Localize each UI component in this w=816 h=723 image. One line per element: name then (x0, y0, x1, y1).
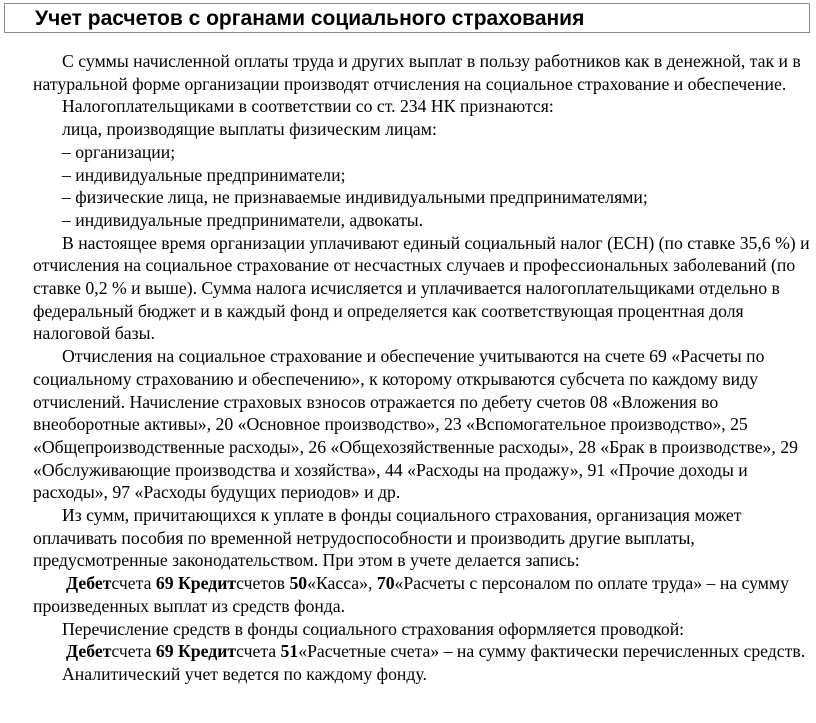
account-number: 51 (280, 641, 299, 662)
account-number: 70 (376, 573, 395, 594)
debet-label: Дебет (66, 641, 112, 662)
posting-text: счета (111, 573, 156, 594)
paragraph-persons: лица, производящие выплаты физическим лицам: (62, 119, 437, 140)
list-item: – физические лица, не признаваемые индивидуальными предпринимателями; (62, 187, 648, 208)
page-title: Учет расчетов с органами социального страхования (35, 7, 585, 30)
kredit-label: Кредит (177, 641, 237, 662)
title-bar (4, 3, 810, 33)
debet-label: Дебет (66, 573, 112, 594)
posting-text: счетов (236, 573, 290, 594)
posting-entry-1 (33, 572, 813, 617)
list-item: – индивидуальные предприниматели, адвокаты. (62, 209, 424, 230)
paragraph-intro: С суммы начисленной оплаты труда и других выплат в пользу работников как в денежной, так и в натуральной форме организации производят отчисления на социальное страхование и обеспечение. (33, 51, 801, 94)
account-number: 50 (289, 573, 308, 594)
posting-text: «Касса», (307, 573, 377, 594)
posting-text: «Расчетные счета» – на сумму фактически перечисленных средств. (298, 641, 806, 662)
posting-text: счета (236, 641, 281, 662)
posting-text: «Расчеты с персоналом по оплате труда» – на сумму произведенных выплат из средств фонда. (33, 573, 790, 616)
paragraph-analytics: Аналитический учет ведется по каждому фонду. (62, 663, 427, 684)
list-item: – индивидуальные предприниматели; (62, 164, 346, 185)
paragraph-payments: Из сумм, причитающихся к уплате в фонды социального страхования, организация может оплачивать пособия по временной нетрудоспособности и производить другие выплаты, предусмотренные законодательством. При этом в учете делается запись: (33, 505, 742, 571)
list-item: – организации; (62, 141, 176, 162)
paragraph-esn: В настоящее время организации уплачивают единый социальный налог (ЕСН) (по ставке 35,6 %) и отчисления на социальное страхование от несчастных случаев и профессиональных заболеваний (по ставке 0,2 % и выше). Сумма налога исчисляется и уплачивается налогоплательщиками отдельно в федеральный бюджет и в каждый фонд и определяется как соответствующая процентная доля налоговой базы. (33, 232, 810, 344)
document-body (33, 50, 813, 686)
account-number: 69 (155, 641, 178, 662)
paragraph-taxpayers: Налогоплательщиками в соответствии со ст. 234 НК признаются: (62, 96, 554, 117)
kredit-label: Кредит (177, 573, 237, 594)
paragraph-account-69: Отчисления на социальное страхование и обеспечение учитываются на счете 69 «Расчеты по социальному страхованию и обеспечению», к которому открываются субсчета по каждому виду отчислений. Начисление страховых взносов отражается по дебету счетов 08 «Вложения во внеоборотные активы», 20 «Основное производство», 23 «Вспомогательное производство», 25 «Общепроизводственные расходы», 26 «Общехозяйственные расходы», 28 «Брак в производстве», 29 «Обслуживающие производства и хозяйства», 44 «Расходы на продажу», 91 «Прочие доходы и расходы», 97 «Расходы будущих периодов» и др. (33, 346, 798, 503)
posting-text: счета (111, 641, 156, 662)
account-number: 69 (155, 573, 178, 594)
paragraph-transfer: Перечисление средств в фонды социального страхования оформляется проводкой: (62, 618, 685, 639)
posting-entry-2 (33, 640, 813, 663)
